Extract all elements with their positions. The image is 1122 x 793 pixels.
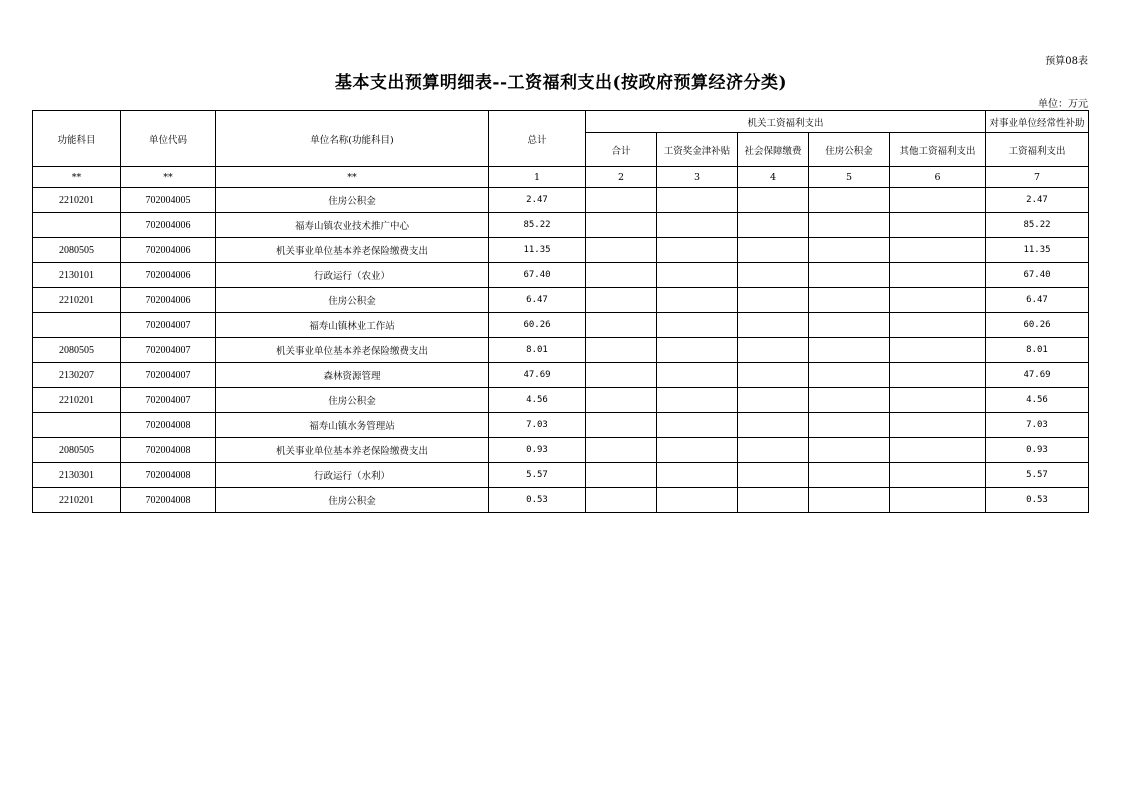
cell-total: 0.93 xyxy=(489,438,586,463)
cell-func-subject: 2130101 xyxy=(33,263,121,288)
cell-wage-welfare: 8.01 xyxy=(986,338,1089,363)
table-row xyxy=(33,188,1089,213)
table-row xyxy=(33,463,1089,488)
cell-social-security xyxy=(738,488,809,513)
cell-unit-name: 福寿山镇林业工作站 xyxy=(216,313,489,338)
cell-unit-name: 行政运行（水利） xyxy=(216,463,489,488)
cell-wage-bonus xyxy=(657,188,738,213)
cell-unit-name: 福寿山镇农业技术推广中心 xyxy=(216,213,489,238)
cell-other-wage xyxy=(890,338,986,363)
table-row xyxy=(33,263,1089,288)
cell-wage-welfare: 60.26 xyxy=(986,313,1089,338)
index-cell: 3 xyxy=(657,167,738,188)
cell-total: 8.01 xyxy=(489,338,586,363)
cell-subtotal xyxy=(586,338,657,363)
cell-unit-name: 机关事业单位基本养老保险缴费支出 xyxy=(216,238,489,263)
header-group-subsidy: 对事业单位经常性补助 xyxy=(986,111,1089,133)
cell-wage-bonus xyxy=(657,463,738,488)
cell-unit-name: 机关事业单位基本养老保险缴费支出 xyxy=(216,338,489,363)
cell-social-security xyxy=(738,413,809,438)
cell-social-security xyxy=(738,238,809,263)
cell-subtotal xyxy=(586,438,657,463)
cell-subtotal xyxy=(586,313,657,338)
table-body xyxy=(33,167,1089,513)
cell-unit-code: 702004008 xyxy=(121,413,216,438)
cell-unit-code: 702004006 xyxy=(121,288,216,313)
cell-social-security xyxy=(738,438,809,463)
header-other-wage: 其他工资福利支出 xyxy=(890,133,986,167)
cell-total: 2.47 xyxy=(489,188,586,213)
cell-total: 6.47 xyxy=(489,288,586,313)
index-cell: ** xyxy=(216,167,489,188)
header-unit-name: 单位名称(功能科目) xyxy=(216,111,489,167)
cell-unit-name: 森林资源管理 xyxy=(216,363,489,388)
cell-housing-fund xyxy=(809,413,890,438)
cell-housing-fund xyxy=(809,388,890,413)
table-row xyxy=(33,238,1089,263)
cell-total: 11.35 xyxy=(489,238,586,263)
cell-social-security xyxy=(738,338,809,363)
cell-wage-bonus xyxy=(657,313,738,338)
cell-func-subject: 2080505 xyxy=(33,438,121,463)
cell-total: 7.03 xyxy=(489,413,586,438)
cell-wage-bonus xyxy=(657,363,738,388)
cell-wage-bonus xyxy=(657,338,738,363)
cell-subtotal xyxy=(586,388,657,413)
cell-housing-fund xyxy=(809,463,890,488)
cell-subtotal xyxy=(586,238,657,263)
header-total: 总计 xyxy=(489,111,586,167)
header-wage-welfare: 工资福利支出 xyxy=(986,133,1089,167)
cell-total: 85.22 xyxy=(489,213,586,238)
cell-other-wage xyxy=(890,438,986,463)
table-row xyxy=(33,438,1089,463)
cell-wage-bonus xyxy=(657,438,738,463)
form-number: 预算08表 xyxy=(1045,56,1088,67)
cell-unit-name: 行政运行（农业） xyxy=(216,263,489,288)
cell-wage-welfare: 67.40 xyxy=(986,263,1089,288)
cell-wage-welfare: 6.47 xyxy=(986,288,1089,313)
cell-other-wage xyxy=(890,388,986,413)
cell-unit-code: 702004007 xyxy=(121,313,216,338)
cell-housing-fund xyxy=(809,488,890,513)
header-func-subject: 功能科目 xyxy=(33,111,121,167)
cell-unit-code: 702004007 xyxy=(121,388,216,413)
cell-wage-welfare: 0.93 xyxy=(986,438,1089,463)
cell-housing-fund xyxy=(809,288,890,313)
cell-total: 4.56 xyxy=(489,388,586,413)
cell-other-wage xyxy=(890,238,986,263)
cell-func-subject: 2080505 xyxy=(33,238,121,263)
cell-wage-bonus xyxy=(657,388,738,413)
cell-wage-bonus xyxy=(657,263,738,288)
cell-func-subject xyxy=(33,413,121,438)
table-row xyxy=(33,388,1089,413)
cell-func-subject xyxy=(33,213,121,238)
cell-other-wage xyxy=(890,488,986,513)
cell-unit-name: 机关事业单位基本养老保险缴费支出 xyxy=(216,438,489,463)
cell-wage-bonus xyxy=(657,238,738,263)
cell-social-security xyxy=(738,263,809,288)
cell-subtotal xyxy=(586,213,657,238)
cell-unit-name: 住房公积金 xyxy=(216,188,489,213)
page-title: 基本支出预算明细表--工资福利支出(按政府预算经济分类) xyxy=(334,73,788,93)
cell-housing-fund xyxy=(809,238,890,263)
cell-housing-fund xyxy=(809,438,890,463)
cell-wage-welfare: 0.53 xyxy=(986,488,1089,513)
cell-unit-code: 702004008 xyxy=(121,488,216,513)
cell-subtotal xyxy=(586,463,657,488)
index-cell: 5 xyxy=(809,167,890,188)
table-row xyxy=(33,363,1089,388)
cell-unit-name: 福寿山镇水务管理站 xyxy=(216,413,489,438)
cell-wage-welfare: 7.03 xyxy=(986,413,1089,438)
cell-unit-name: 住房公积金 xyxy=(216,388,489,413)
cell-social-security xyxy=(738,463,809,488)
cell-func-subject: 2210201 xyxy=(33,188,121,213)
unit-label: 单位：万元 xyxy=(1038,99,1088,110)
cell-social-security xyxy=(738,363,809,388)
cell-total: 0.53 xyxy=(489,488,586,513)
cell-other-wage xyxy=(890,463,986,488)
cell-total: 47.69 xyxy=(489,363,586,388)
table-row xyxy=(33,338,1089,363)
cell-unit-code: 702004006 xyxy=(121,263,216,288)
table-row xyxy=(33,213,1089,238)
cell-housing-fund xyxy=(809,313,890,338)
cell-housing-fund xyxy=(809,338,890,363)
header-housing-fund: 住房公积金 xyxy=(809,133,890,167)
cell-other-wage xyxy=(890,263,986,288)
table-row xyxy=(33,288,1089,313)
cell-unit-code: 702004008 xyxy=(121,463,216,488)
index-cell: 4 xyxy=(738,167,809,188)
cell-other-wage xyxy=(890,413,986,438)
cell-subtotal xyxy=(586,188,657,213)
index-cell: ** xyxy=(33,167,121,188)
cell-total: 67.40 xyxy=(489,263,586,288)
cell-other-wage xyxy=(890,288,986,313)
cell-func-subject xyxy=(33,313,121,338)
cell-unit-code: 702004006 xyxy=(121,213,216,238)
cell-wage-welfare: 11.35 xyxy=(986,238,1089,263)
table-row xyxy=(33,313,1089,338)
cell-unit-code: 702004008 xyxy=(121,438,216,463)
cell-subtotal xyxy=(586,288,657,313)
cell-subtotal xyxy=(586,363,657,388)
cell-func-subject: 2210201 xyxy=(33,488,121,513)
header-social-security: 社会保障缴费 xyxy=(738,133,809,167)
cell-wage-bonus xyxy=(657,288,738,313)
cell-housing-fund xyxy=(809,363,890,388)
header-subtotal: 合计 xyxy=(586,133,657,167)
cell-wage-welfare: 2.47 xyxy=(986,188,1089,213)
cell-unit-code: 702004005 xyxy=(121,188,216,213)
table-row xyxy=(33,488,1089,513)
index-cell: 6 xyxy=(890,167,986,188)
cell-total: 60.26 xyxy=(489,313,586,338)
cell-social-security xyxy=(738,388,809,413)
index-cell: 1 xyxy=(489,167,586,188)
index-cell: 7 xyxy=(986,167,1089,188)
cell-wage-welfare: 47.69 xyxy=(986,363,1089,388)
cell-func-subject: 2130207 xyxy=(33,363,121,388)
cell-other-wage xyxy=(890,188,986,213)
cell-unit-name: 住房公积金 xyxy=(216,488,489,513)
cell-unit-code: 702004006 xyxy=(121,238,216,263)
cell-unit-code: 702004007 xyxy=(121,338,216,363)
cell-wage-welfare: 85.22 xyxy=(986,213,1089,238)
cell-wage-welfare: 5.57 xyxy=(986,463,1089,488)
index-cell: 2 xyxy=(586,167,657,188)
cell-other-wage xyxy=(890,313,986,338)
index-row xyxy=(33,167,1089,188)
cell-other-wage xyxy=(890,213,986,238)
table-row xyxy=(33,413,1089,438)
cell-func-subject: 2080505 xyxy=(33,338,121,363)
budget-table xyxy=(32,110,1089,513)
cell-total: 5.57 xyxy=(489,463,586,488)
cell-social-security xyxy=(738,313,809,338)
cell-wage-welfare: 4.56 xyxy=(986,388,1089,413)
cell-subtotal xyxy=(586,263,657,288)
header-group-agency-wage: 机关工资福利支出 xyxy=(586,111,986,133)
cell-social-security xyxy=(738,213,809,238)
header-row-1 xyxy=(33,111,1089,133)
cell-func-subject: 2130301 xyxy=(33,463,121,488)
cell-func-subject: 2210201 xyxy=(33,388,121,413)
cell-housing-fund xyxy=(809,188,890,213)
index-cell: ** xyxy=(121,167,216,188)
cell-housing-fund xyxy=(809,263,890,288)
cell-housing-fund xyxy=(809,213,890,238)
cell-subtotal xyxy=(586,413,657,438)
cell-wage-bonus xyxy=(657,413,738,438)
cell-other-wage xyxy=(890,363,986,388)
cell-social-security xyxy=(738,188,809,213)
cell-wage-bonus xyxy=(657,213,738,238)
header-wage-bonus: 工资奖金津补贴 xyxy=(657,133,738,167)
header-unit-code: 单位代码 xyxy=(121,111,216,167)
cell-social-security xyxy=(738,288,809,313)
cell-subtotal xyxy=(586,488,657,513)
cell-unit-code: 702004007 xyxy=(121,363,216,388)
cell-func-subject: 2210201 xyxy=(33,288,121,313)
cell-wage-bonus xyxy=(657,488,738,513)
cell-unit-name: 住房公积金 xyxy=(216,288,489,313)
